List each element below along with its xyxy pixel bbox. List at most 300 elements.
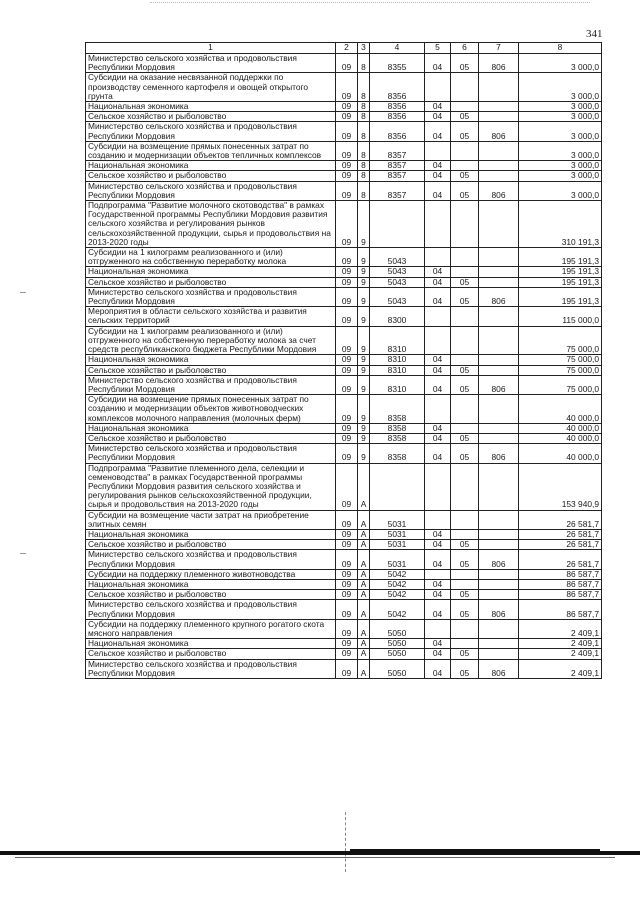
row-name: Национальная экономика — [86, 161, 336, 171]
table-row — [86, 529, 602, 539]
row-subpart — [451, 248, 479, 267]
row-type: 806 — [479, 600, 519, 619]
row-name: Национальная экономика — [86, 529, 336, 539]
row-amount: 26 581,7 — [519, 540, 602, 550]
row-program: 8 — [358, 122, 370, 141]
row-amount: 153 940,9 — [519, 463, 602, 510]
row-section: 09 — [336, 423, 358, 433]
row-code: 8310 — [370, 355, 425, 365]
row-code: 8356 — [370, 73, 425, 102]
table-row — [86, 463, 602, 510]
column-header: 5 — [425, 43, 451, 54]
row-section: 09 — [336, 112, 358, 122]
row-amount: 195 191,3 — [519, 277, 602, 287]
row-section: 09 — [336, 600, 358, 619]
row-program: А — [358, 639, 370, 649]
row-amount: 115 000,0 — [519, 307, 602, 326]
row-subpart — [451, 463, 479, 510]
row-code: 8357 — [370, 181, 425, 200]
row-program: 9 — [358, 277, 370, 287]
row-program: 9 — [358, 375, 370, 394]
row-type — [479, 171, 519, 181]
row-part: 04 — [425, 112, 451, 122]
row-amount: 26 581,7 — [519, 550, 602, 569]
row-code: 5031 — [370, 510, 425, 529]
row-program: 9 — [358, 433, 370, 443]
row-subpart: 05 — [451, 375, 479, 394]
scan-bottom-line — [15, 857, 615, 858]
row-program: 9 — [358, 365, 370, 375]
row-subpart: 05 — [451, 181, 479, 200]
table-row — [86, 161, 602, 171]
table-row — [86, 201, 602, 248]
row-part: 04 — [425, 122, 451, 141]
row-amount: 40 000,0 — [519, 433, 602, 443]
row-code: 5031 — [370, 540, 425, 550]
row-part — [425, 395, 451, 424]
scan-top-artifact — [150, 2, 590, 5]
row-code: 8356 — [370, 102, 425, 112]
row-code: 5043 — [370, 248, 425, 267]
row-section: 09 — [336, 181, 358, 200]
table-row — [86, 73, 602, 102]
row-name: Субсидии на поддержку племенного животноводства — [86, 569, 336, 579]
row-part: 04 — [425, 600, 451, 619]
row-section: 09 — [336, 161, 358, 171]
row-amount: 3 000,0 — [519, 73, 602, 102]
row-subpart: 05 — [451, 54, 479, 73]
row-type — [479, 529, 519, 539]
row-section: 09 — [336, 659, 358, 678]
row-amount: 3 000,0 — [519, 161, 602, 171]
row-program: А — [358, 619, 370, 638]
row-amount: 3 000,0 — [519, 141, 602, 160]
table-row — [86, 649, 602, 659]
row-part — [425, 510, 451, 529]
row-code: 8358 — [370, 395, 425, 424]
table-row — [86, 619, 602, 638]
row-subpart — [451, 326, 479, 355]
row-subpart: 05 — [451, 550, 479, 569]
row-subpart: 05 — [451, 540, 479, 550]
row-subpart — [451, 73, 479, 102]
row-section: 09 — [336, 569, 358, 579]
row-section: 09 — [336, 102, 358, 112]
row-type — [479, 579, 519, 589]
row-subpart — [451, 102, 479, 112]
row-name: Национальная экономика — [86, 355, 336, 365]
row-code — [370, 463, 425, 510]
row-code: 8310 — [370, 326, 425, 355]
row-type: 806 — [479, 54, 519, 73]
row-name: Субсидии на возмещение прямых понесенных затрат по созданию и модернизации объектов тепличных комплексов — [86, 141, 336, 160]
row-part: 04 — [425, 529, 451, 539]
row-part — [425, 307, 451, 326]
row-name: Субсидии на 1 килограмм реализованного и (или) отгруженного на собственную переработку молока за счет средств республиканского бюджета Республики Мордовия — [86, 326, 336, 355]
row-program: 8 — [358, 54, 370, 73]
row-part: 04 — [425, 444, 451, 463]
row-code: 5042 — [370, 569, 425, 579]
row-type — [479, 355, 519, 365]
row-type: 806 — [479, 659, 519, 678]
row-amount: 3 000,0 — [519, 102, 602, 112]
row-code: 5031 — [370, 550, 425, 569]
row-type: 806 — [479, 181, 519, 200]
table-row — [86, 659, 602, 678]
row-name: Подпрограмма "Развитие молочного скотоводства" в рамках Государственной программы Республики Мордовия развития сельского хозяйства и регулирования рынков сельскохозяйственной продукции, сырья и продовольствия на 2013-2020 годы — [86, 201, 336, 248]
row-subpart — [451, 619, 479, 638]
budget-table — [85, 42, 602, 679]
row-name: Сельское хозяйство и рыболовство — [86, 540, 336, 550]
row-program: А — [358, 659, 370, 678]
row-subpart — [451, 639, 479, 649]
row-amount: 75 000,0 — [519, 375, 602, 394]
row-amount: 75 000,0 — [519, 326, 602, 355]
row-program: А — [358, 590, 370, 600]
table-row — [86, 307, 602, 326]
row-code: 8356 — [370, 112, 425, 122]
row-code: 5050 — [370, 619, 425, 638]
row-subpart: 05 — [451, 122, 479, 141]
row-type: 806 — [479, 287, 519, 306]
row-part: 04 — [425, 267, 451, 277]
row-part — [425, 73, 451, 102]
row-section: 09 — [336, 444, 358, 463]
row-amount: 2 409,1 — [519, 659, 602, 678]
row-name: Министерство сельского хозяйства и продовольствия Республики Мордовия — [86, 122, 336, 141]
row-part: 04 — [425, 102, 451, 112]
table-row — [86, 423, 602, 433]
row-subpart — [451, 579, 479, 589]
row-amount: 86 587,7 — [519, 579, 602, 589]
row-amount: 86 587,7 — [519, 590, 602, 600]
row-part: 04 — [425, 649, 451, 659]
row-section: 09 — [336, 365, 358, 375]
row-subpart: 05 — [451, 659, 479, 678]
row-amount: 3 000,0 — [519, 181, 602, 200]
row-subpart: 05 — [451, 277, 479, 287]
row-amount: 75 000,0 — [519, 355, 602, 365]
table-row — [86, 375, 602, 394]
row-subpart — [451, 395, 479, 424]
row-amount: 26 581,7 — [519, 510, 602, 529]
row-type — [479, 277, 519, 287]
row-type — [479, 307, 519, 326]
row-code: 5050 — [370, 639, 425, 649]
row-amount: 3 000,0 — [519, 171, 602, 181]
row-section: 09 — [336, 375, 358, 394]
table-row — [86, 433, 602, 443]
table-row — [86, 510, 602, 529]
row-type — [479, 73, 519, 102]
row-part — [425, 619, 451, 638]
row-amount: 2 409,1 — [519, 649, 602, 659]
row-code: 8355 — [370, 54, 425, 73]
row-name: Национальная экономика — [86, 423, 336, 433]
row-subpart — [451, 569, 479, 579]
row-name: Министерство сельского хозяйства и продовольствия Республики Мордовия — [86, 600, 336, 619]
row-part: 04 — [425, 423, 451, 433]
row-subpart — [451, 307, 479, 326]
table-row — [86, 569, 602, 579]
row-type — [479, 540, 519, 550]
row-name: Сельское хозяйство и рыболовство — [86, 433, 336, 443]
row-section: 09 — [336, 141, 358, 160]
row-program: А — [358, 600, 370, 619]
row-section: 09 — [336, 248, 358, 267]
row-program: 9 — [358, 444, 370, 463]
row-name: Субсидии на оказание несвязанной поддержки по производству семенного картофеля и овощей открытого грунта — [86, 73, 336, 102]
table-row — [86, 395, 602, 424]
row-section: 09 — [336, 579, 358, 589]
row-section: 09 — [336, 277, 358, 287]
row-section: 09 — [336, 433, 358, 443]
row-section: 09 — [336, 463, 358, 510]
row-amount: 195 191,3 — [519, 248, 602, 267]
row-part — [425, 141, 451, 160]
row-code: 5043 — [370, 267, 425, 277]
row-amount: 2 409,1 — [519, 639, 602, 649]
row-program: А — [358, 510, 370, 529]
row-name: Субсидии на возмещение прямых понесенных затрат по созданию и модернизации объектов животноводческих комплексов молочного направления (молочных ферм) — [86, 395, 336, 424]
row-program: А — [358, 550, 370, 569]
row-part — [425, 326, 451, 355]
row-section: 09 — [336, 54, 358, 73]
row-name: Национальная экономика — [86, 579, 336, 589]
row-program: 9 — [358, 395, 370, 424]
table-header-row — [86, 43, 602, 54]
row-type — [479, 590, 519, 600]
row-type — [479, 649, 519, 659]
table-row — [86, 112, 602, 122]
row-name: Министерство сельского хозяйства и продовольствия Республики Мордовия — [86, 659, 336, 678]
row-name: Сельское хозяйство и рыболовство — [86, 590, 336, 600]
row-subpart — [451, 161, 479, 171]
row-type — [479, 395, 519, 424]
row-part: 04 — [425, 639, 451, 649]
row-part: 04 — [425, 659, 451, 678]
table-body — [86, 54, 602, 679]
row-program: 9 — [358, 307, 370, 326]
row-part: 04 — [425, 287, 451, 306]
row-amount: 2 409,1 — [519, 619, 602, 638]
row-code: 5042 — [370, 579, 425, 589]
row-code: 8358 — [370, 423, 425, 433]
row-code: 5043 — [370, 277, 425, 287]
row-part — [425, 569, 451, 579]
row-name: Национальная экономика — [86, 267, 336, 277]
row-name: Министерство сельского хозяйства и продовольствия Республики Мордовия — [86, 181, 336, 200]
row-section: 09 — [336, 529, 358, 539]
row-program: А — [358, 569, 370, 579]
row-part: 04 — [425, 54, 451, 73]
row-program: А — [358, 540, 370, 550]
row-type — [479, 248, 519, 267]
row-subpart: 05 — [451, 287, 479, 306]
row-subpart — [451, 141, 479, 160]
row-program: 9 — [358, 201, 370, 248]
row-section: 09 — [336, 287, 358, 306]
row-program: 9 — [358, 423, 370, 433]
row-section: 09 — [336, 171, 358, 181]
row-program: 8 — [358, 112, 370, 122]
row-type — [479, 161, 519, 171]
row-code: 8357 — [370, 171, 425, 181]
table-row — [86, 365, 602, 375]
table-row — [86, 122, 602, 141]
row-section: 09 — [336, 639, 358, 649]
row-section: 09 — [336, 540, 358, 550]
row-part: 04 — [425, 161, 451, 171]
row-section: 09 — [336, 510, 358, 529]
row-subpart: 05 — [451, 649, 479, 659]
row-section: 09 — [336, 395, 358, 424]
table-row — [86, 579, 602, 589]
row-amount: 40 000,0 — [519, 423, 602, 433]
row-type — [479, 141, 519, 160]
row-program: 8 — [358, 102, 370, 112]
row-section: 09 — [336, 550, 358, 569]
row-amount: 3 000,0 — [519, 112, 602, 122]
row-name: Национальная экономика — [86, 639, 336, 649]
row-subpart — [451, 529, 479, 539]
table-row — [86, 54, 602, 73]
row-program: 9 — [358, 267, 370, 277]
row-type — [479, 112, 519, 122]
row-section: 09 — [336, 201, 358, 248]
row-subpart — [451, 201, 479, 248]
row-type: 806 — [479, 444, 519, 463]
row-code: 5042 — [370, 600, 425, 619]
table-row — [86, 141, 602, 160]
table-row — [86, 550, 602, 569]
row-name: Сельское хозяйство и рыболовство — [86, 112, 336, 122]
row-part — [425, 463, 451, 510]
row-part: 04 — [425, 590, 451, 600]
row-name: Сельское хозяйство и рыболовство — [86, 649, 336, 659]
table-row — [86, 267, 602, 277]
row-subpart: 05 — [451, 112, 479, 122]
row-name: Министерство сельского хозяйства и продовольствия Республики Мордовия — [86, 375, 336, 394]
row-program: 8 — [358, 161, 370, 171]
row-section: 09 — [336, 326, 358, 355]
row-subpart: 05 — [451, 444, 479, 463]
row-subpart: 05 — [451, 590, 479, 600]
row-name: Национальная экономика — [86, 102, 336, 112]
row-subpart — [451, 423, 479, 433]
row-name: Сельское хозяйство и рыболовство — [86, 171, 336, 181]
row-part: 04 — [425, 433, 451, 443]
row-name: Министерство сельского хозяйства и продовольствия Республики Мордовия — [86, 550, 336, 569]
row-section: 09 — [336, 649, 358, 659]
scan-fold-artifact — [345, 812, 347, 872]
row-amount: 40 000,0 — [519, 444, 602, 463]
row-type — [479, 433, 519, 443]
row-part — [425, 201, 451, 248]
row-code: 5042 — [370, 590, 425, 600]
row-section: 09 — [336, 355, 358, 365]
row-part: 04 — [425, 579, 451, 589]
row-code: 8357 — [370, 161, 425, 171]
row-subpart — [451, 267, 479, 277]
column-header: 2 — [336, 43, 358, 54]
row-subpart — [451, 355, 479, 365]
row-program: 9 — [358, 326, 370, 355]
table-row — [86, 102, 602, 112]
row-name: Субсидии на возмещение части затрат на приобретение элитных семян — [86, 510, 336, 529]
table-row — [86, 600, 602, 619]
row-code: 8310 — [370, 365, 425, 375]
row-type: 806 — [479, 375, 519, 394]
row-code — [370, 201, 425, 248]
row-subpart: 05 — [451, 365, 479, 375]
row-part: 04 — [425, 375, 451, 394]
column-header: 1 — [86, 43, 336, 54]
row-part: 04 — [425, 365, 451, 375]
row-name: Мероприятия в области сельского хозяйства и развития сельских территорий — [86, 307, 336, 326]
row-section: 09 — [336, 619, 358, 638]
table-row — [86, 540, 602, 550]
row-part: 04 — [425, 181, 451, 200]
row-code: 8310 — [370, 375, 425, 394]
column-header: 3 — [358, 43, 370, 54]
row-subpart — [451, 510, 479, 529]
table-row — [86, 590, 602, 600]
row-program: 9 — [358, 248, 370, 267]
row-amount: 75 000,0 — [519, 365, 602, 375]
row-code: 8300 — [370, 307, 425, 326]
row-program: 9 — [358, 287, 370, 306]
row-type — [479, 267, 519, 277]
table-row — [86, 355, 602, 365]
row-part — [425, 248, 451, 267]
row-type — [479, 463, 519, 510]
column-header: 7 — [479, 43, 519, 54]
row-name: Министерство сельского хозяйства и продовольствия Республики Мордовия — [86, 444, 336, 463]
row-part: 04 — [425, 277, 451, 287]
row-type — [479, 201, 519, 248]
row-program: 9 — [358, 355, 370, 365]
row-section: 09 — [336, 122, 358, 141]
row-code: 5043 — [370, 287, 425, 306]
table-row — [86, 326, 602, 355]
row-subpart: 05 — [451, 171, 479, 181]
row-program: 8 — [358, 141, 370, 160]
row-amount: 195 191,3 — [519, 287, 602, 306]
row-part: 04 — [425, 171, 451, 181]
row-amount: 310 191,3 — [519, 201, 602, 248]
row-code: 8358 — [370, 433, 425, 443]
row-part: 04 — [425, 540, 451, 550]
row-section: 09 — [336, 307, 358, 326]
table-row — [86, 639, 602, 649]
row-part: 04 — [425, 550, 451, 569]
row-amount: 3 000,0 — [519, 122, 602, 141]
row-part: 04 — [425, 355, 451, 365]
row-program: А — [358, 649, 370, 659]
table-row — [86, 171, 602, 181]
row-type — [479, 102, 519, 112]
row-amount: 40 000,0 — [519, 395, 602, 424]
row-amount: 3 000,0 — [519, 54, 602, 73]
row-code: 8357 — [370, 141, 425, 160]
row-program: А — [358, 529, 370, 539]
row-subpart: 05 — [451, 600, 479, 619]
row-type — [479, 569, 519, 579]
scan-bottom-edge — [350, 849, 600, 855]
row-amount: 86 587,7 — [519, 600, 602, 619]
row-type — [479, 619, 519, 638]
